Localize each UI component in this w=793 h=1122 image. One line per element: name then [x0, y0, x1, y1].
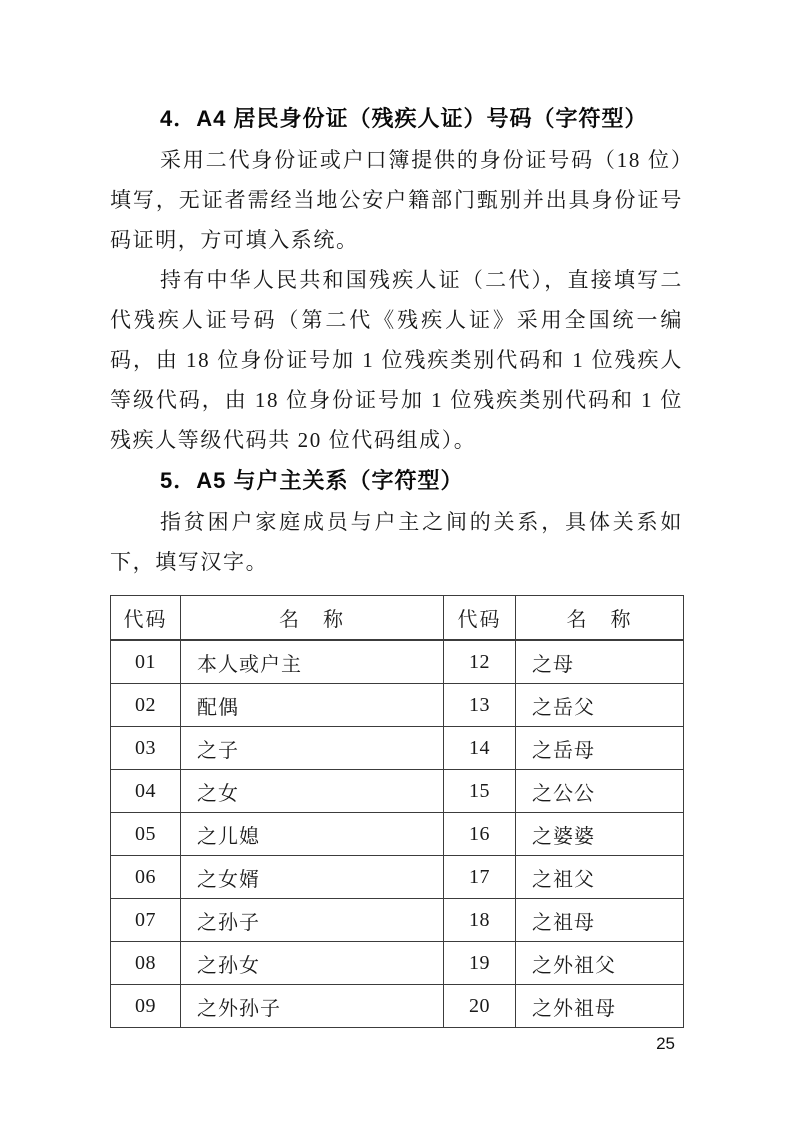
cell-name: 之孙子 — [181, 899, 444, 942]
section-4-heading: 4．A4 居民身份证（残疾人证）号码（字符型） — [160, 106, 648, 131]
cell-code: 16 — [444, 813, 516, 856]
cell-name: 之祖父 — [516, 856, 684, 899]
table-row — [111, 770, 684, 813]
cell-name: 之外祖父 — [516, 942, 684, 985]
page-number: 25 — [656, 1034, 675, 1053]
table-row — [111, 942, 684, 985]
table-row — [111, 985, 684, 1028]
cell-name: 之母 — [516, 640, 684, 684]
cell-code: 17 — [444, 856, 516, 899]
section-5-heading: 5．A5 与户主关系（字符型） — [160, 468, 464, 493]
cell-name: 配偶 — [181, 684, 444, 727]
table-row — [111, 727, 684, 770]
table-row — [111, 813, 684, 856]
table-row — [111, 856, 684, 899]
table-row — [111, 899, 684, 942]
header-name-right: 名 称 — [516, 596, 684, 641]
cell-code: 15 — [444, 770, 516, 813]
cell-name: 之女 — [181, 770, 444, 813]
cell-code: 20 — [444, 985, 516, 1028]
cell-name: 之外祖母 — [516, 985, 684, 1028]
cell-code: 07 — [111, 899, 181, 942]
cell-name: 之岳父 — [516, 684, 684, 727]
table-header-row — [111, 596, 684, 641]
cell-name: 之外孙子 — [181, 985, 444, 1028]
table-row — [111, 684, 684, 727]
cell-code: 06 — [111, 856, 181, 899]
section-5-paragraph: 指贫困户家庭成员与户主之间的关系，具体关系如下，填写汉字。 — [110, 510, 683, 574]
header-code-left: 代码 — [111, 596, 181, 641]
cell-name: 之女婿 — [181, 856, 444, 899]
section-4-paragraph-1: 采用二代身份证或户口簿提供的身份证号码（18 位）填写，无证者需经当地公安户籍部门甄别并出具身份证号码证明，方可填入系统。 — [110, 148, 683, 252]
cell-code: 01 — [111, 640, 181, 684]
cell-code: 04 — [111, 770, 181, 813]
cell-code: 09 — [111, 985, 181, 1028]
cell-name: 之公公 — [516, 770, 684, 813]
cell-code: 18 — [444, 899, 516, 942]
cell-name: 之孙女 — [181, 942, 444, 985]
cell-name: 之岳母 — [516, 727, 684, 770]
cell-name: 之儿媳 — [181, 813, 444, 856]
cell-code: 19 — [444, 942, 516, 985]
page-content — [110, 98, 683, 1028]
section-4-paragraph-2: 持有中华人民共和国残疾人证（二代），直接填写二代残疾人证号码（第二代《残疾人证》采用全国统一编码，由 18 位身份证号加 1 位残疾类别代码和 1 位残疾人等级代码，由 18 位身份证号加 1 位残疾类别代码和 1 位残疾人等级代码共 20 位代码组成）。 — [110, 268, 683, 452]
header-name-left: 名 称 — [181, 596, 444, 641]
cell-name: 本人或户主 — [181, 640, 444, 684]
relation-code-table — [110, 595, 684, 1028]
cell-code: 02 — [111, 684, 181, 727]
table-row — [111, 640, 684, 684]
cell-code: 13 — [444, 684, 516, 727]
relation-table-body — [111, 640, 684, 1028]
cell-name: 之子 — [181, 727, 444, 770]
cell-name: 之祖母 — [516, 899, 684, 942]
cell-code: 12 — [444, 640, 516, 684]
header-code-right: 代码 — [444, 596, 516, 641]
cell-name: 之婆婆 — [516, 813, 684, 856]
cell-code: 14 — [444, 727, 516, 770]
cell-code: 05 — [111, 813, 181, 856]
relation-table-header — [111, 596, 684, 641]
cell-code: 03 — [111, 727, 181, 770]
cell-code: 08 — [111, 942, 181, 985]
